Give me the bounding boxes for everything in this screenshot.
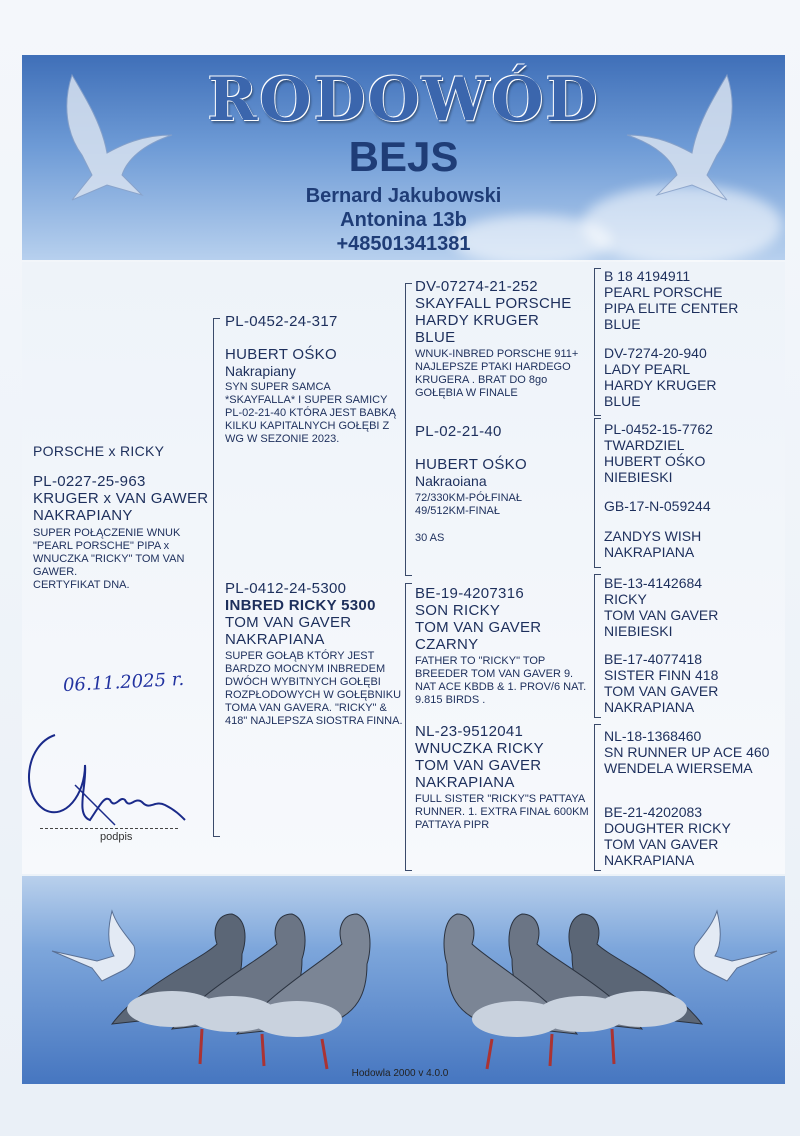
- g3-line: DOUGHTER RICKY: [604, 820, 731, 836]
- g3-line: ZANDYS WISH: [604, 528, 702, 544]
- g3-ring: GB-17-N-059244: [604, 498, 711, 514]
- fm-name: HUBERT OŚKO: [415, 456, 527, 473]
- mf-breeder: TOM VAN GAVER: [415, 619, 542, 636]
- subject-pigeon: [33, 443, 211, 592]
- ff-name: SKAYFALL PORSCHE: [415, 295, 572, 312]
- subject-cert: CERTYFIKAT DNA.: [33, 579, 130, 591]
- g3-ring: BE-13-4142684: [604, 575, 703, 591]
- mf-name: SON RICKY: [415, 602, 501, 619]
- subject-color: NAKRAPIANY: [33, 507, 133, 524]
- owner-address: Antonina 13b: [340, 209, 467, 231]
- subject-note: SUPER POŁĄCZENIE WNUK "PEARL PORSCHE" PIPA x WNUCZKA "RICKY" TOM VAN GAWER.: [33, 527, 185, 578]
- g3-line: SN RUNNER UP ACE 460: [604, 744, 770, 760]
- document-title: RODOWÓD: [207, 65, 600, 135]
- bracket-g3-1: [594, 268, 601, 416]
- mother-mother-pigeon: [415, 723, 593, 832]
- g3-line: WENDELA WIERSEMA: [604, 760, 753, 776]
- mother-note: SUPER GOŁĄB KTÓRY JEST BARDZO MOCNYM INBREDEM DWÓCH WYBITNYCH GOŁĘBI ROZPŁODOWYCH W GOŁĘBNIKU TOMA VAN GAVERA. "RICKY" & 418" NAJLEPSZA SIOSTRA FINNA.: [225, 650, 403, 727]
- father-note: SYN SUPER SAMCA *SKAYFALLA* I SUPER SAMICY PL-02-21-40 KTÓRA JEST BABKĄ KILKU KAPITALNYCH GOŁĘBI Z WG W SEZONIE 2023.: [225, 381, 396, 445]
- handwritten-signature-icon: [15, 725, 195, 835]
- father-mother-pigeon: [415, 423, 593, 545]
- g3-pigeon-8: [604, 804, 784, 868]
- g3-pigeon-1: [604, 268, 784, 332]
- signature-label: podpis: [100, 831, 133, 843]
- bracket-g3-2: [594, 418, 601, 568]
- g3-line: TOM VAN GAVER: [604, 836, 719, 852]
- father-color: Nakrapiany: [225, 363, 296, 379]
- g3-pigeon-5: [604, 575, 784, 639]
- mm-note: FULL SISTER "RICKY"S PATTAYA RUNNER. 1. EXTRA FINAŁ 600KM PATTAYA PIPR: [415, 793, 589, 831]
- mother-father-pigeon: [415, 585, 593, 707]
- g3-line: LADY PEARL: [604, 361, 691, 377]
- bracket-parents: [213, 318, 220, 837]
- ff-ring: DV-07274-21-252: [415, 278, 538, 295]
- g3-pigeon-2: [604, 345, 784, 409]
- father-father-pigeon: [415, 278, 593, 400]
- g3-ring: BE-17-4077418: [604, 651, 703, 667]
- program-version: Hodowla 2000 v 4.0.0: [351, 1068, 449, 1079]
- g3-line: [604, 514, 784, 528]
- fm-note-3: 30 AS: [415, 532, 445, 544]
- owner-name: Bernard Jakubowski: [305, 185, 502, 207]
- fm-note-1: 72/330KM-PÓŁFINAŁ: [415, 492, 522, 504]
- bracket-mother-parents: [405, 583, 412, 871]
- ff-note: WNUK-INBRED PORSCHE 911+ NAJLEPSZE PTAKI HARDEGO KRUGERA . BRAT DO 8go GOŁĘBIA W FINALE: [415, 348, 579, 399]
- mother-pigeon: [225, 580, 403, 728]
- g3-line: TOM VAN GAVER: [604, 683, 719, 699]
- father-pigeon: [225, 313, 403, 446]
- mm-color: NAKRAPIANA: [415, 774, 515, 791]
- mother-color: NAKRAPIANA: [225, 631, 325, 648]
- g3-line: NAKRAPIANA: [604, 852, 695, 868]
- subject-lines: KRUGER x VAN GAWER: [33, 490, 209, 507]
- father-ring: PL-0452-24-317: [225, 313, 338, 330]
- ff-breeder: HARDY KRUGER: [415, 312, 540, 329]
- g3-ring: DV-7274-20-940: [604, 345, 707, 361]
- g3-line: NIEBIESKI: [604, 623, 673, 639]
- subject-ring: PL-0227-25-963: [33, 473, 146, 490]
- mm-ring: NL-23-9512041: [415, 723, 524, 740]
- g3-pigeon-7: [604, 728, 784, 776]
- g3-line: PIPA ELITE CENTER: [604, 300, 739, 316]
- signature-line: [40, 828, 178, 829]
- g3-ring: PL-0452-15-7762: [604, 421, 713, 437]
- g3-line: RICKY: [604, 591, 647, 607]
- g3-ring: B 18 4194911: [604, 268, 691, 284]
- fm-note-2: 49/512KM-FINAŁ: [415, 505, 500, 517]
- g3-ring: NL-18-1368460: [604, 728, 702, 744]
- g3-line: NIEBIESKI: [604, 469, 673, 485]
- subject-cross: PORSCHE x RICKY: [33, 443, 165, 459]
- g3-pigeon-3: [604, 421, 784, 485]
- mf-ring: BE-19-4207316: [415, 585, 524, 602]
- mother-ring: PL-0412-24-5300: [225, 580, 347, 597]
- father-name: HUBERT OŚKO: [225, 346, 337, 363]
- mf-color: CZARNY: [415, 636, 479, 653]
- header-banner: [22, 55, 785, 260]
- bracket-g3-4: [594, 724, 601, 871]
- g3-line: BLUE: [604, 316, 641, 332]
- mm-breeder: TOM VAN GAVER: [415, 757, 542, 774]
- g3-line: BLUE: [604, 393, 641, 409]
- g3-line: HARDY KRUGER: [604, 377, 717, 393]
- pigeons-left-group-icon: [82, 904, 402, 1074]
- pigeons-right-group-icon: [412, 904, 732, 1074]
- owner-phone: +48501341381: [336, 233, 471, 255]
- bracket-father-parents: [405, 283, 412, 576]
- g3-pigeon-4: [604, 498, 784, 560]
- g3-line: HUBERT OŚKO: [604, 453, 706, 469]
- footer-banner: [22, 876, 785, 1084]
- g3-ring: BE-21-4202083: [604, 804, 703, 820]
- signature-date: 06.11.2025 r.: [62, 668, 185, 697]
- mf-note: FATHER TO "RICKY" TOP BREEDER TOM VAN GAVER 9. NAT ACE KBDB & 1. PROV/6 NAT. 9.815 BIRDS .: [415, 655, 587, 706]
- g3-line: NAKRAPIANA: [604, 699, 695, 715]
- mother-name: INBRED RICKY 5300: [225, 597, 376, 614]
- g3-line: TOM VAN GAVER: [604, 607, 719, 623]
- g3-pigeon-6: [604, 651, 784, 715]
- g3-line: TWARDZIEL: [604, 437, 685, 453]
- mm-name: WNUCZKA RICKY: [415, 740, 544, 757]
- g3-line: PEARL PORSCHE: [604, 284, 723, 300]
- mother-breeder: TOM VAN GAVER: [225, 614, 352, 631]
- bracket-g3-3: [594, 574, 601, 718]
- fm-ring: PL-02-21-40: [415, 423, 502, 440]
- loft-name: BEJS: [348, 133, 459, 180]
- g3-line: SISTER FINN 418: [604, 667, 719, 683]
- fm-color: Nakraoiana: [415, 473, 487, 489]
- g3-line: NAKRAPIANA: [604, 544, 695, 560]
- ff-color: BLUE: [415, 329, 456, 346]
